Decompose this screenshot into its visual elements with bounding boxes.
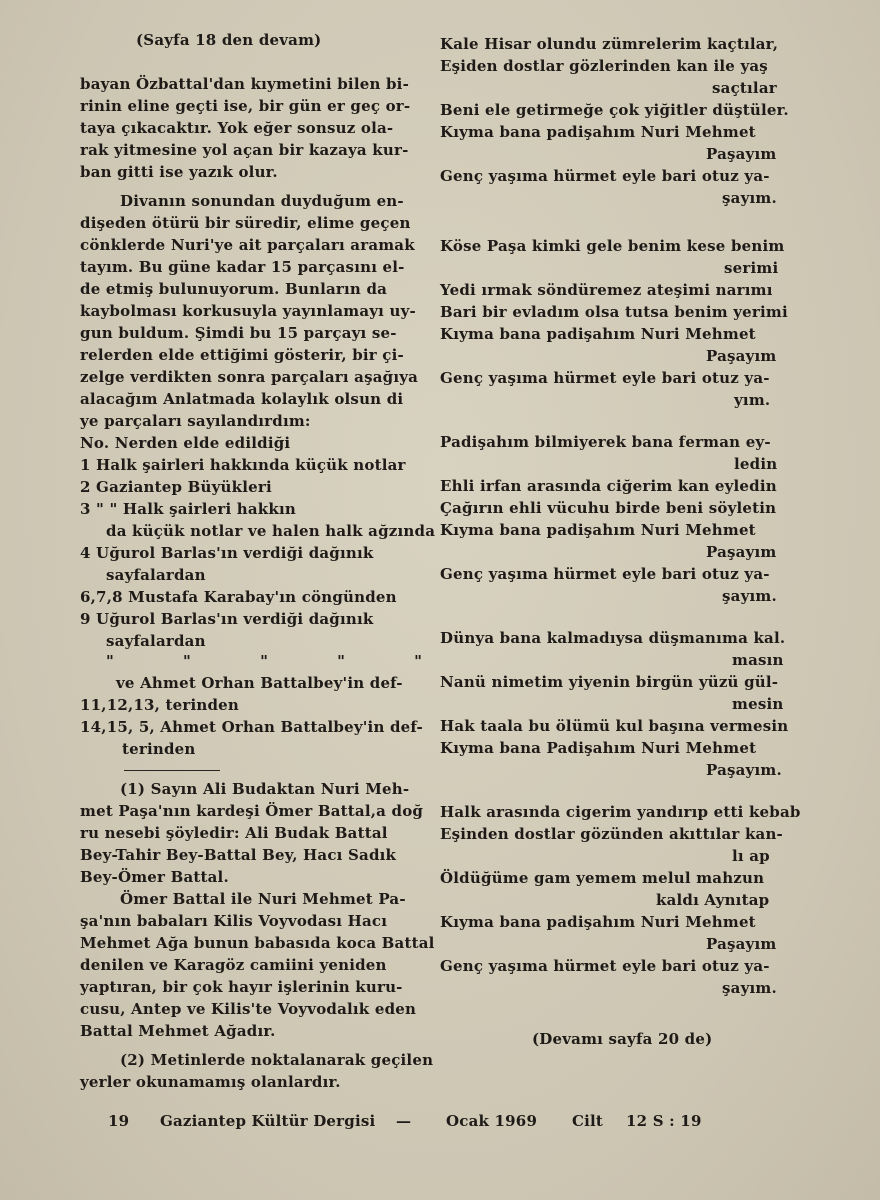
table-row: terinden <box>122 740 196 758</box>
poem-line: Genç yaşıma hürmet eyle bari otuz ya- <box>440 369 770 387</box>
left-line: alacağım Anlatmada kolaylık olsun di <box>80 390 404 408</box>
poem-line: Genç yaşıma hürmet eyle bari otuz ya- <box>440 565 770 583</box>
footer-dash: — <box>396 1112 412 1130</box>
left-line: kaybolması korkusuyla yayınlamayı uy- <box>80 302 416 320</box>
footnote-line: Ömer Battal ile Nuri Mehmet Pa- <box>120 890 406 908</box>
left-line: ban gitti ise yazık olur. <box>80 163 278 181</box>
poem-line: masın <box>732 651 784 669</box>
poem-line: Dünya bana kalmadıysa düşmanıma kal. <box>440 629 786 647</box>
left-line: tayım. Bu güne kadar 15 parçasını el- <box>80 258 405 276</box>
poem-line: Yedi ırmak söndüremez ateşimi narımı <box>440 281 773 299</box>
left-line: dişeden ötürü bir süredir, elime geçen <box>80 214 411 232</box>
poem-line: Ehli irfan arasında ciğerim kan eyledin <box>440 477 777 495</box>
page-header: (Sayfa 18 den devam) <box>136 31 322 49</box>
footnote-line: denilen ve Karagöz camiini yeniden <box>80 956 387 974</box>
left-line: bayan Özbattal'dan kıymetini bilen bi- <box>80 75 410 93</box>
footnote-line: met Paşa'nın kardeşi Ömer Battal,a doğ <box>80 802 424 820</box>
footer-volume: Cilt <box>572 1112 604 1130</box>
left-line: taya çıkacaktır. Yok eğer sonsuz ola- <box>80 119 394 137</box>
poem-line: Kale Hisar olundu zümrelerim kaçtılar, <box>440 35 779 53</box>
table-row: 9 Uğurol Barlas'ın verdiği dağınık <box>80 610 374 628</box>
left-line: gun buldum. Şimdi bu 15 parçayı se- <box>80 324 397 342</box>
poem-line: Paşayım <box>706 935 777 953</box>
footer-page-number: 19 <box>108 1112 130 1130</box>
poem-line: serimi <box>724 259 779 277</box>
footnote-line: yerler okunamamış olanlardır. <box>80 1073 341 1091</box>
footnote-line: Bey-Ömer Battal. <box>80 868 229 886</box>
poem-line: Kıyma bana padişahım Nuri Mehmet <box>440 325 756 343</box>
poem-line: şayım. <box>722 587 777 605</box>
poem-line: yım. <box>734 391 771 409</box>
poem-line: Kıyma bana Padişahım Nuri Mehmet <box>440 739 757 757</box>
footnote-line: şa'nın babaları Kilis Voyvodası Hacı <box>80 912 388 930</box>
poem-line: Paşayım <box>706 145 777 163</box>
poem-line: Eşiden dostlar gözlerinden kan ile yaş <box>440 57 768 75</box>
left-line: rinin eline geçti ise, bir gün er geç or- <box>80 97 411 115</box>
footnote-line: yaptıran, bir çok hayır işlerinin kuru- <box>80 978 403 996</box>
left-line: Divanın sonundan duyduğum en- <box>120 192 404 210</box>
poem-line: Halk arasında cigerim yandırıp etti kebab <box>440 803 801 821</box>
left-line: de etmiş bulunuyorum. Bunların da <box>80 280 388 298</box>
poem-line: şayım. <box>722 189 777 207</box>
poem-line: Beni ele getirmeğe çok yiğitler düştüler. <box>440 101 789 119</box>
footer-journal: Gaziantep Kültür Dergisi <box>160 1112 376 1130</box>
poem-line: Paşayım <box>706 347 777 365</box>
poem-line: kaldı Aynıtap <box>656 891 770 909</box>
poem-line: Paşayım. <box>706 761 782 779</box>
poem-line: Hak taala bu ölümü kul başına vermesin <box>440 717 789 735</box>
left-line: cönklerde Nuri'ye ait parçaları aramak <box>80 236 415 254</box>
footnote-line: Mehmet Ağa bunun babasıda koca Battal <box>80 934 435 952</box>
continued-note: (Devamı sayfa 20 de) <box>532 1030 713 1048</box>
footer-issue: 12 S : 19 <box>626 1112 702 1130</box>
poem-line: Çağırın ehli vücuhu birde beni söyletin <box>440 499 777 517</box>
table-row: 2 Gaziantep Büyükleri <box>80 478 272 496</box>
table-row: 1 Halk şairleri hakkında küçük notlar <box>80 456 406 474</box>
poem-line: Padişahım bilmiyerek bana ferman ey- <box>440 433 771 451</box>
poem-line: Bari bir evladım olsa tutsa benim yerimi <box>440 303 788 321</box>
table-row: " " " " " <box>106 652 424 670</box>
poem-line: saçtılar <box>712 79 777 97</box>
footer-date: Ocak 1969 <box>446 1112 538 1130</box>
poem-line: ledin <box>734 455 778 473</box>
poem-line: Öldüğüme gam yemem melul mahzun <box>440 869 765 887</box>
poem-line: mesin <box>732 695 784 713</box>
poem-line: Eşinden dostlar gözünden akıttılar kan- <box>440 825 783 843</box>
table-row: 14,15, 5, Ahmet Orhan Battalbey'in def- <box>80 718 423 736</box>
table-row: 3 " " Halk şairleri hakkın <box>80 500 296 518</box>
poem-line: Nanü nimetim yiyenin birgün yüzü gül- <box>440 673 779 691</box>
poem-line: Genç yaşıma hürmet eyle bari otuz ya- <box>440 957 770 975</box>
left-line: rak yitmesine yol açan bir kazaya kur- <box>80 141 409 159</box>
footnote-line: (1) Sayın Ali Budaktan Nuri Meh- <box>120 780 410 798</box>
table-row: 11,12,13, terinden <box>80 696 240 714</box>
footnote-line: (2) Metinlerde noktalanarak geçilen <box>120 1051 434 1069</box>
left-line: zelge verdikten sonra parçaları aşağıya <box>80 368 419 386</box>
poem-line: Kıyma bana padişahım Nuri Mehmet <box>440 521 756 539</box>
left-line: ye parçaları sayılandırdım: <box>80 412 311 430</box>
table-row: sayfalardan <box>106 632 206 650</box>
table-header: No. Nerden elde edildiği <box>80 434 291 452</box>
poem-line: Paşayım <box>706 543 777 561</box>
left-line: relerden elde ettiğimi gösterir, bir çi- <box>80 346 404 364</box>
table-row: ve Ahmet Orhan Battalbey'in def- <box>116 674 403 692</box>
footnote-line: cusu, Antep ve Kilis'te Voyvodalık eden <box>80 1000 417 1018</box>
table-row: sayfalardan <box>106 566 206 584</box>
poem-line: lı ap <box>732 847 770 865</box>
table-row: 6,7,8 Mustafa Karabay'ın cöngünden <box>80 588 397 606</box>
poem-line: Kıyma bana padişahım Nuri Mehmet <box>440 913 756 931</box>
poem-line: Köse Paşa kimki gele benim kese benim <box>440 237 785 255</box>
footnote-line: Bey-Tahir Bey-Battal Bey, Hacı Sadık <box>80 846 397 864</box>
footnote-line: Battal Mehmet Ağadır. <box>80 1022 276 1040</box>
footnote-divider <box>124 770 220 771</box>
poem-line: Kıyma bana padişahım Nuri Mehmet <box>440 123 756 141</box>
poem-line: şayım. <box>722 979 777 997</box>
poem-line: Genç yaşıma hürmet eyle bari otuz ya- <box>440 167 770 185</box>
footnote-line: ru nesebi şöyledir: Ali Budak Battal <box>80 824 388 842</box>
table-row: 4 Uğurol Barlas'ın verdiği dağınık <box>80 544 374 562</box>
table-row: da küçük notlar ve halen halk ağzında <box>106 522 436 540</box>
